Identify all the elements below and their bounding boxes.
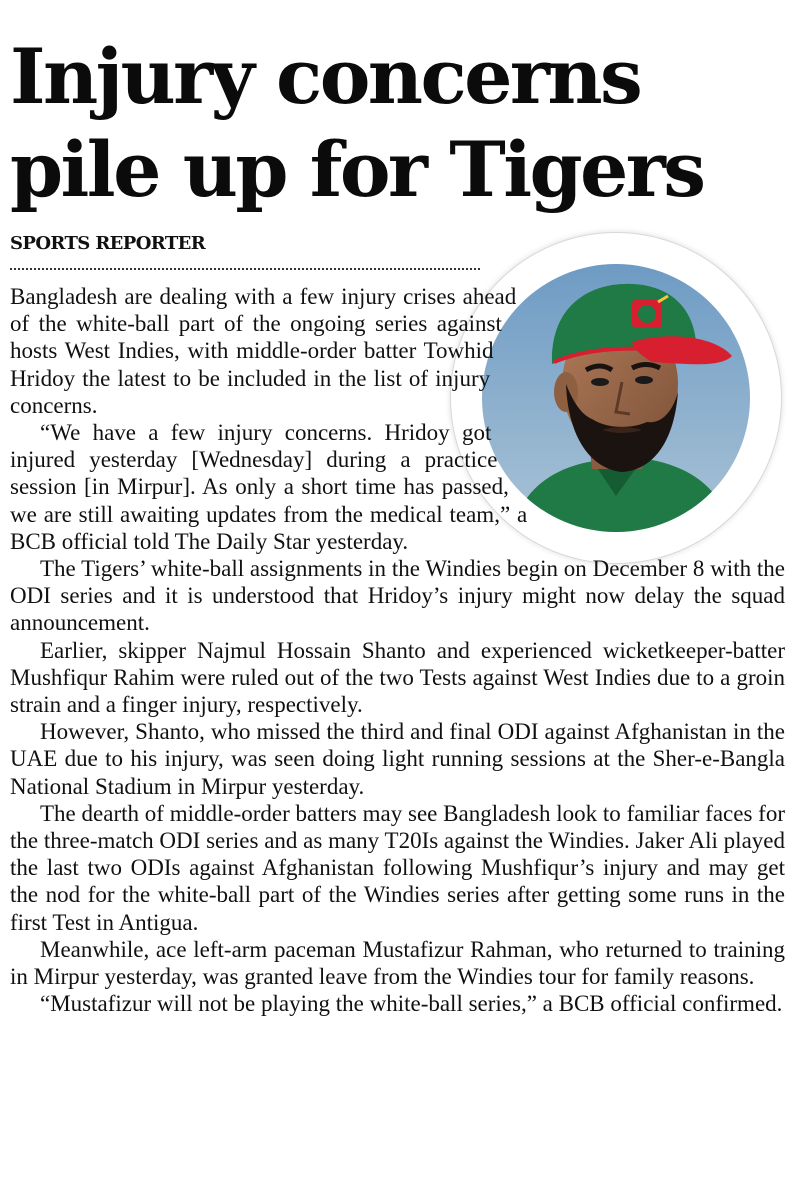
paragraph-4: Earlier, skipper Najmul Hossain Shanto and experienced wicketkeeper-batter Mushfiqur Rahim were ruled out of the two Tests against West Indies due to a groin strain and a finger injury, respectively.: [10, 637, 785, 718]
paragraph-8: “Mustafizur will not be playing the white-ball series,” a BCB official confirmed.: [40, 991, 783, 1017]
headline: Injury concerns pile up for Tigers: [10, 32, 704, 214]
article-body: [10, 283, 785, 1017]
paragraph-7: Meanwhile, ace left-arm paceman Mustafizur Rahman, who returned to training in Mirpur yesterday, was granted leave from the Windies tour for family reasons.: [10, 936, 785, 990]
paragraph-3: The Tigers’ white-ball assignments in the Windies begin on December 8 with the ODI series and it is understood that Hridoy’s injury might now delay the squad announcement.: [10, 556, 785, 636]
paragraph-2: “We have a few injury concerns. Hridoy got injured yesterday [Wednesday] during a practice session [in Mirpur]. As only a short time has passed, we are still awaiting updates from the medical team,” a BCB official told The Daily Star yesterday.: [10, 420, 528, 554]
byline: SPORTS REPORTER: [10, 233, 206, 254]
byline-divider: [10, 268, 480, 270]
paragraph-1: Bangladesh are dealing with a few injury crises ahead of the white-ball part of the ongoing series against hosts West Indies, with middle-order batter Towhid Hridoy the latest to be included in the list of injury concerns.: [10, 284, 517, 418]
paragraph-5: However, Shanto, who missed the third and final ODI against Afghanistan in the UAE due to his injury, was seen doing light running sessions at the Sher-e-Bangla National Stadium in Mirpur yesterday.: [10, 719, 785, 799]
paragraph-6: The dearth of middle-order batters may see Bangladesh look to familiar faces for the three-match ODI series and as many T20Is against the Windies. Jaker Ali played the last two ODIs against Afghanistan following Mushfiqur’s injury and may get the nod for the white-ball part of the Windies series after getting some runs in the first Test in Antigua.: [10, 800, 785, 935]
